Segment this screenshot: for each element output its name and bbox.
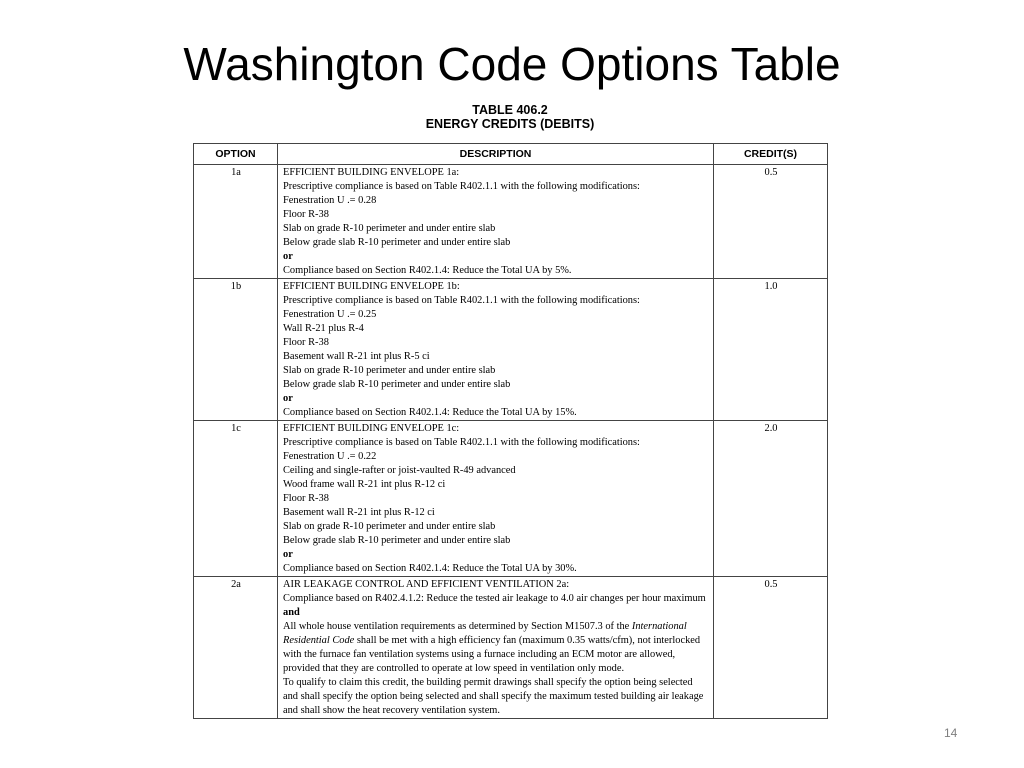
description-conjunction: or [283, 549, 293, 560]
description-cell [278, 421, 714, 577]
description-line: Fenestration U .= 0.25 [283, 309, 377, 320]
description-conjunction: and [283, 607, 300, 618]
description-line: Basement wall R-21 int plus R-5 ci [283, 351, 430, 362]
description-cell [278, 279, 714, 421]
header-description: DESCRIPTION [278, 144, 714, 165]
credit-cell: 0.5 [714, 165, 828, 279]
description-line: Slab on grade R-10 perimeter and under entire slab [283, 223, 496, 234]
code-title-italic: International Residential Code [283, 621, 687, 646]
table-number: TABLE 406.2 [472, 103, 548, 117]
table-subtitle: ENERGY CREDITS (DEBITS) [425, 117, 595, 131]
description-line: Below grade slab R-10 perimeter and under entire slab [283, 379, 511, 390]
table-header-row [194, 144, 828, 165]
description-conjunction: or [283, 251, 293, 262]
description-line: Below grade slab R-10 perimeter and under entire slab [283, 535, 511, 546]
description-paragraph: To qualify to claim this credit, the building permit drawings shall specify the option being selected and shall specify the option being selected and shall specify the maximum tested building air leakage and shall show the heat recovery ventilation system. [283, 677, 704, 716]
credit-cell: 1.0 [714, 279, 828, 421]
table-row [194, 279, 828, 421]
description-line: Ceiling and single-rafter or joist-vaulted R-49 advanced [283, 465, 516, 476]
description-cell [278, 165, 714, 279]
description-line: EFFICIENT BUILDING ENVELOPE 1b: [283, 281, 460, 292]
description-line: Slab on grade R-10 perimeter and under entire slab [283, 521, 496, 532]
description-line: Compliance based on Section R402.1.4: Reduce the Total UA by 15%. [283, 407, 577, 418]
description-line: Prescriptive compliance is based on Table R402.1.1 with the following modifications: [283, 437, 640, 448]
table-row [194, 421, 828, 577]
description-line: Floor R-38 [283, 337, 329, 348]
option-cell: 1b [194, 279, 278, 421]
description-line: EFFICIENT BUILDING ENVELOPE 1c: [283, 423, 460, 434]
description-line: Fenestration U .= 0.22 [283, 451, 377, 462]
description-cell [278, 577, 714, 719]
description-line: Compliance based on R402.4.1.2: Reduce the tested air leakage to 4.0 air changes per hour maximum [283, 593, 706, 604]
description-paragraph [283, 620, 709, 676]
description-text: shall be met with a high efficiency fan (maximum 0.35 watts/cfm), not interlocked with the furnace fan ventilation systems using a furnace including an ECM motor are allowed, provided that they are controlled to operate at low speed in ventilation only mode. [283, 635, 701, 674]
description-text: All whole house ventilation requirements as determined by Section M1507.3 of the [283, 621, 630, 632]
description-line: Slab on grade R-10 perimeter and under entire slab [283, 365, 496, 376]
slide-title: Washington Code Options Table [183, 38, 841, 90]
description-line: Floor R-38 [283, 493, 329, 504]
header-credits: CREDIT(S) [714, 144, 828, 165]
description-line: Wall R-21 plus R-4 [283, 323, 364, 334]
header-option: OPTION [194, 144, 278, 165]
page-number: 14 [944, 726, 958, 740]
table-row [194, 577, 828, 719]
description-line: Fenestration U .= 0.28 [283, 195, 377, 206]
option-cell: 1c [194, 421, 278, 577]
description-line: Compliance based on Section R402.1.4: Reduce the Total UA by 5%. [283, 265, 572, 276]
table-caption [193, 103, 827, 131]
description-line: Prescriptive compliance is based on Table R402.1.1 with the following modifications: [283, 181, 640, 192]
credit-cell: 2.0 [714, 421, 828, 577]
energy-credits-table [193, 143, 828, 719]
description-line: Basement wall R-21 int plus R-12 ci [283, 507, 435, 518]
description-conjunction: or [283, 393, 293, 404]
credit-cell: 0.5 [714, 577, 828, 719]
description-line: Compliance based on Section R402.1.4: Reduce the Total UA by 30%. [283, 563, 577, 574]
description-line: Prescriptive compliance is based on Table R402.1.1 with the following modifications: [283, 295, 640, 306]
description-line: EFFICIENT BUILDING ENVELOPE 1a: [283, 167, 460, 178]
description-line: Floor R-38 [283, 209, 329, 220]
table-row [194, 165, 828, 279]
description-line: Wood frame wall R-21 int plus R-12 ci [283, 479, 446, 490]
description-line: AIR LEAKAGE CONTROL AND EFFICIENT VENTILATION 2a: [283, 579, 570, 590]
option-cell: 2a [194, 577, 278, 719]
description-line: Below grade slab R-10 perimeter and under entire slab [283, 237, 511, 248]
option-cell: 1a [194, 165, 278, 279]
